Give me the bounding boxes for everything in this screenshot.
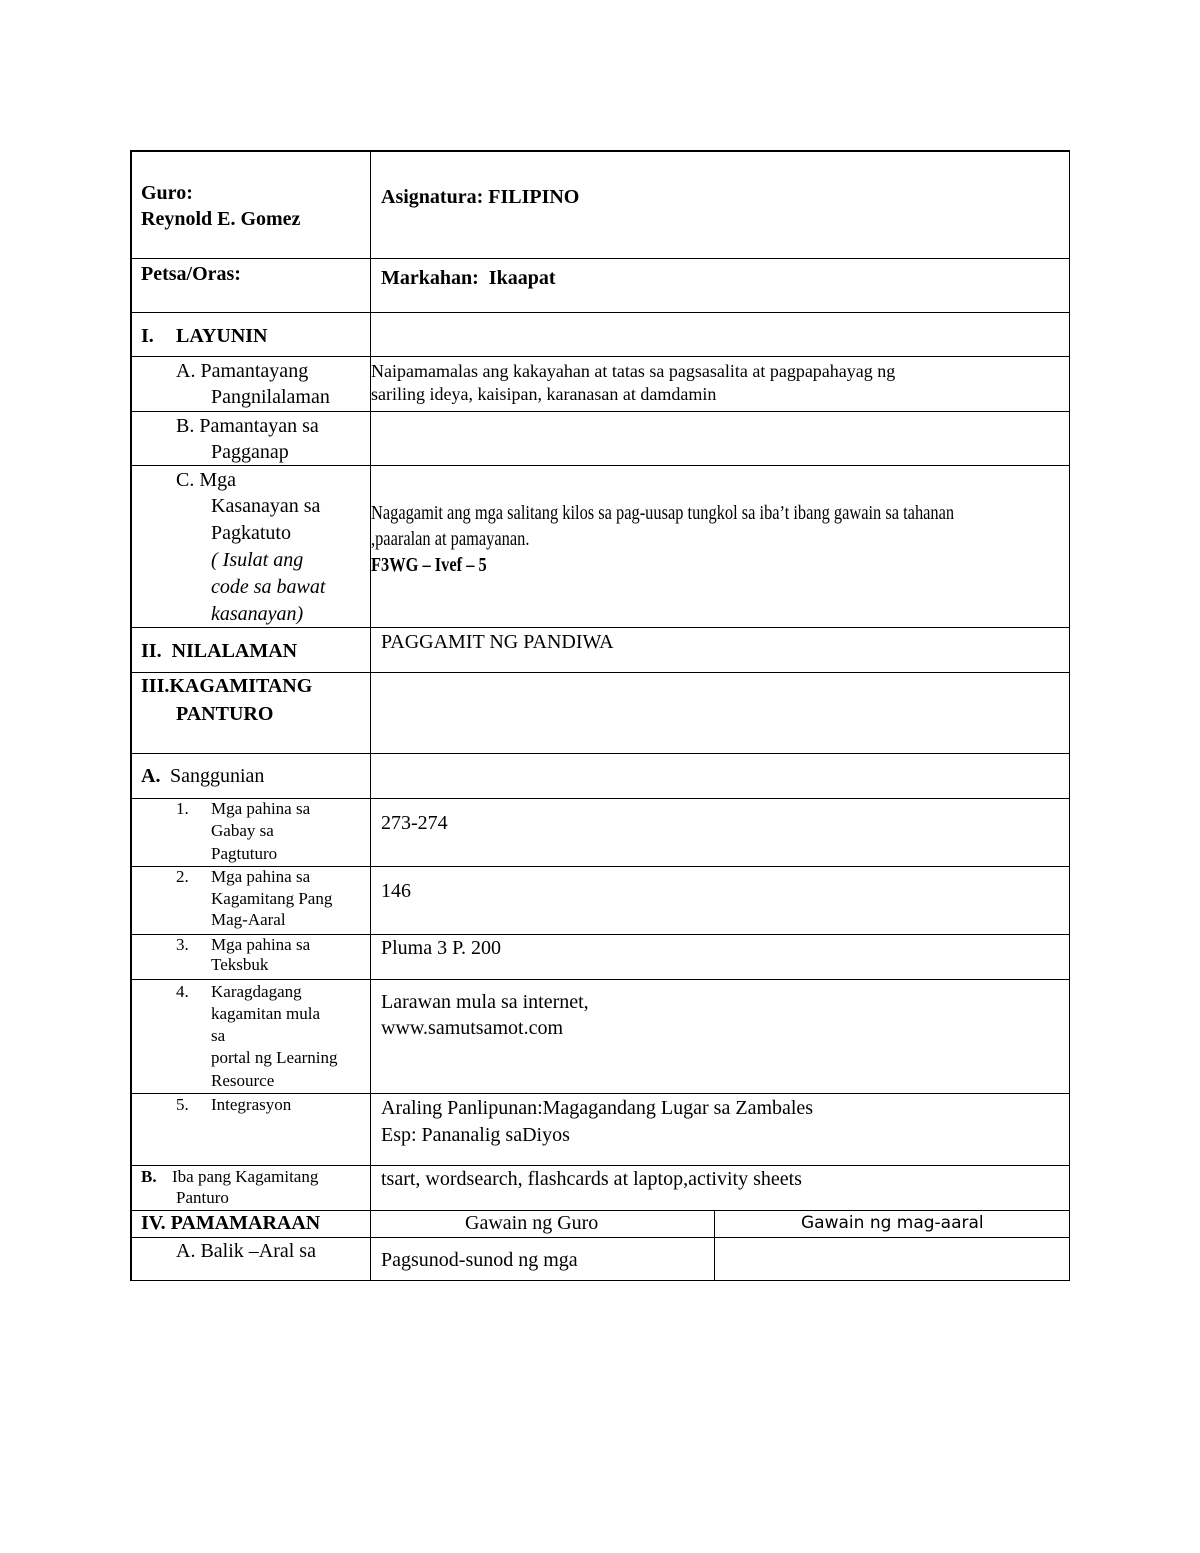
item-2-label-line1: Mga pahina sa — [211, 867, 311, 886]
gawain-mag-aaral-header: Gawain ng mag-aaral — [801, 1213, 984, 1233]
item-4-label-line2: kagamitan mula — [211, 1004, 321, 1023]
kasanayan-label-line1: C. Mga — [176, 469, 236, 491]
nilalaman-value: PAGGAMIT NG PANDIWA — [381, 631, 614, 653]
item-1-number: 1. — [176, 799, 189, 818]
kasanayan-label-line6: kasanayan) — [211, 603, 304, 625]
layunin-heading: LAYUNIN — [176, 325, 268, 347]
item-5-value-line2: Esp: Pananalig saDiyos — [381, 1124, 570, 1146]
iba-pang-letter: B. — [141, 1167, 157, 1186]
item-4-value-line2: www.samutsamot.com — [381, 1017, 564, 1039]
date-label: Petsa/Oras: — [141, 263, 241, 285]
pagganap-label-line1: B. Pamantayan sa — [176, 415, 319, 437]
item-2-value: 146 — [381, 880, 411, 902]
subject-title: Asignatura: FILIPINO — [381, 186, 580, 208]
iba-pang-label-line1: Iba pang Kagamitang — [172, 1167, 319, 1186]
pagganap-value-cell — [371, 412, 1070, 466]
item-2-number: 2. — [176, 867, 189, 886]
balik-aral-label: A. Balik –Aral sa — [176, 1240, 316, 1262]
kasanayan-label-line3: Pagkatuto — [211, 522, 291, 544]
layunin-number: I. — [141, 325, 154, 347]
kasanayan-code: F3WG – Ivef – 5 — [371, 554, 487, 576]
item-1-label-line1: Mga pahina sa — [211, 799, 311, 818]
pamantayang-value-line1: Naipamamalas ang kakayahan at tatas sa pagsasalita at pagpapahayag ng — [371, 361, 896, 381]
sanggunian-label: Sanggunian — [170, 765, 265, 787]
kasanayan-label-line5: code sa bawat — [211, 576, 326, 598]
kasanayan-value-line1: Nagagamit ang mga salitang kilos sa pag-uusap tungkol sa iba’t ibang gawain sa tahanan — [371, 502, 955, 524]
sanggunian-letter: A. — [141, 765, 161, 787]
pagganap-label-line2: Pagganap — [211, 441, 289, 463]
item-4-label-line3: sa — [211, 1026, 226, 1045]
kagamitan-heading-line2: PANTURO — [176, 703, 274, 725]
item-4-value-line1: Larawan mula sa internet, — [381, 991, 589, 1013]
item-3-label-line2: Teksbuk — [211, 955, 269, 974]
teacher-label: Guro: — [141, 182, 193, 204]
item-5-label: Integrasyon — [211, 1095, 292, 1114]
layunin-value-cell — [371, 313, 1070, 357]
item-4-label-line4: portal ng Learning — [211, 1048, 338, 1067]
kasanayan-value-line2: ,paaralan at pamayanan. — [371, 528, 530, 550]
item-1-value-cell — [371, 799, 1070, 867]
item-3-label-line1: Mga pahina sa — [211, 935, 311, 954]
item-1-value: 273-274 — [381, 812, 448, 834]
pamantayang-label-line2: Pangnilalaman — [211, 386, 330, 408]
quarter-value: Markahan: Ikaapat — [381, 267, 556, 289]
teacher-name: Reynold E. Gomez — [141, 208, 301, 230]
item-2-value-cell — [371, 867, 1070, 935]
item-5-value-line1: Araling Panlipunan:Magagandang Lugar sa Zambales — [381, 1097, 814, 1119]
balik-aral-guro-text: Pagsunod-sunod ng mga — [381, 1249, 578, 1271]
pamantayang-label-line1: A. Pamantayang — [176, 360, 309, 382]
item-1-label-line3: Pagtuturo — [211, 844, 278, 863]
nilalaman-heading: II. NILALAMAN — [141, 640, 298, 662]
pamantayang-value-line2: sariling ideya, kaisipan, karanasan at damdamin — [371, 384, 717, 404]
kagamitan-heading-line1: III.KAGAMITANG — [141, 675, 313, 697]
sanggunian-value-cell — [371, 754, 1070, 799]
item-2-label-line2: Kagamitang Pang — [211, 889, 333, 908]
kasanayan-label-line2: Kasanayan sa — [211, 495, 321, 517]
item-3-number: 3. — [176, 935, 189, 954]
item-3-value: Pluma 3 P. 200 — [381, 937, 502, 959]
iba-pang-value: tsart, wordsearch, flashcards at laptop,activity sheets — [381, 1168, 802, 1190]
kasanayan-label-line4: ( Isulat ang — [211, 549, 304, 571]
item-4-label-line1: Karagdagang — [211, 982, 302, 1001]
item-4-label-line5: Resource — [211, 1071, 275, 1090]
balik-aral-mag-aaral-cell — [715, 1238, 1070, 1281]
kagamitan-value-cell — [371, 673, 1070, 754]
item-5-number: 5. — [176, 1095, 189, 1114]
item-4-number: 4. — [176, 982, 189, 1001]
iba-pang-label-line2: Panturo — [176, 1188, 229, 1207]
item-2-label-line3: Mag-Aaral — [211, 910, 286, 929]
gawain-guro-header: Gawain ng Guro — [465, 1212, 599, 1234]
pamamaraan-heading: IV. PAMAMARAAN — [141, 1212, 321, 1234]
item-1-label-line2: Gabay sa — [211, 821, 274, 840]
